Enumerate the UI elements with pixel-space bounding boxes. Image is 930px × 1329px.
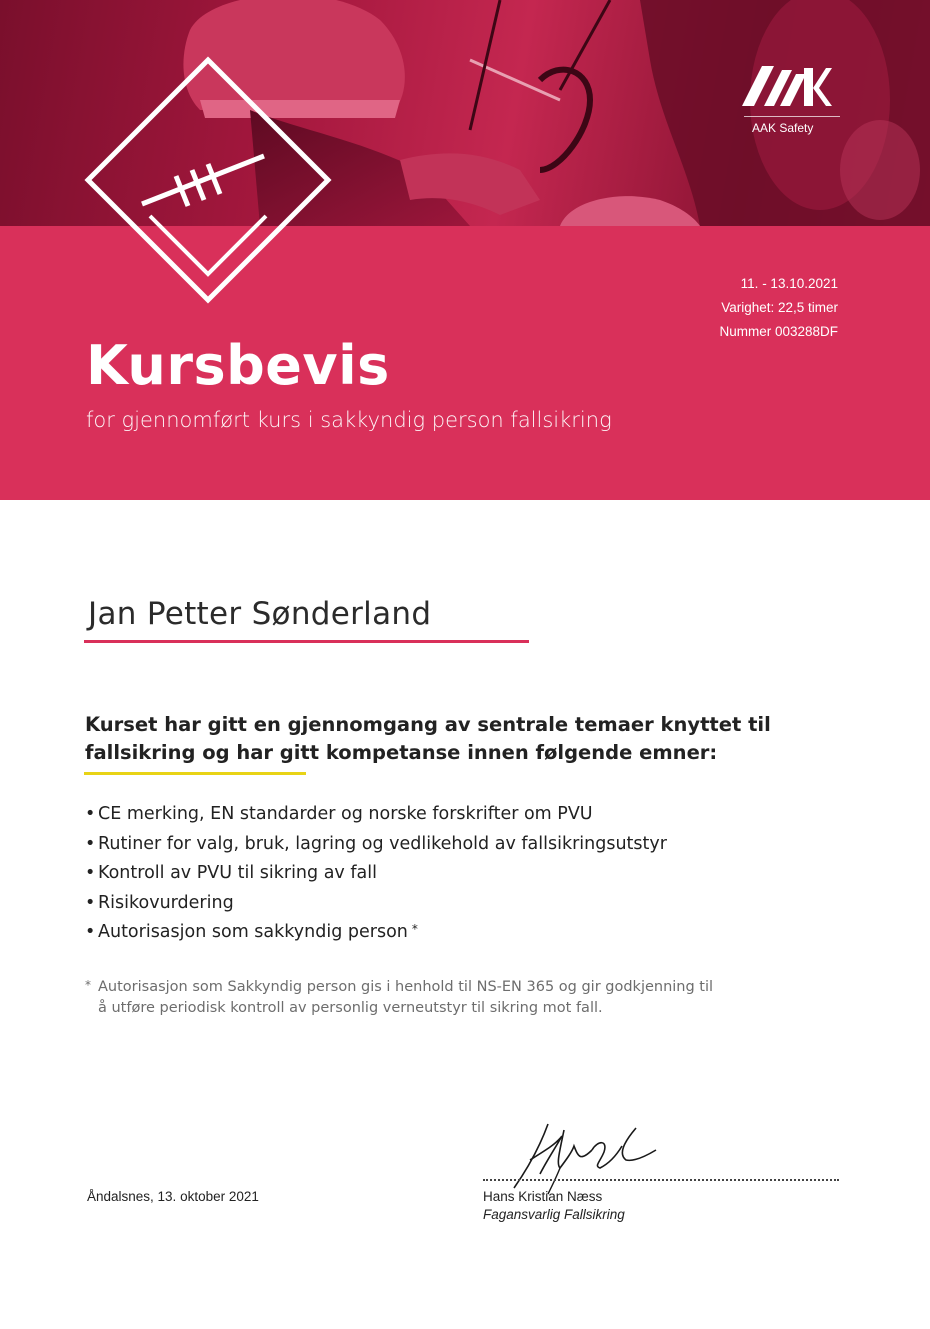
footnote-line-1: Autorisasjon som Sakkyndig person gis i henhold til NS-EN 365 og gir godkjenning til xyxy=(98,979,714,995)
footnote xyxy=(85,977,845,1019)
signer-role: Fagansvarlig Fallsikring xyxy=(483,1207,625,1222)
intro-line-2: fallsikring og har gitt kompetanse innen følgende emner: xyxy=(85,741,718,764)
course-dates: 11. - 13.10.2021 xyxy=(740,276,838,291)
logo-divider xyxy=(744,116,840,117)
list-item: • Autorisasjon som sakkyndig person * xyxy=(85,918,667,948)
bullet-icon: • xyxy=(85,922,96,942)
certificate-subtitle: for gjennomført kurs i sakkyndig person fallsikring xyxy=(86,408,612,432)
certificate-number: Nummer 003288DF xyxy=(719,324,838,339)
aak-safety-logo xyxy=(740,62,840,142)
footnote-line-2: å utføre periodisk kontroll av personlig verneutstyr til sikring mot fall. xyxy=(98,1000,603,1016)
course-emblem-icon xyxy=(84,56,332,304)
aak-logo-icon xyxy=(740,62,832,110)
intro-underline xyxy=(84,772,306,775)
bullet-icon: • xyxy=(85,863,96,883)
list-item: • Rutiner for valg, bruk, lagring og vedlikehold av fallsikringsutstyr xyxy=(85,830,667,860)
list-item: • CE merking, EN standarder og norske forskrifter om PVU xyxy=(85,800,667,830)
signature-line xyxy=(483,1179,839,1181)
header-banner xyxy=(0,0,930,500)
list-item: • Kontroll av PVU til sikring av fall xyxy=(85,859,667,889)
course-meta xyxy=(719,272,838,344)
recipient-underline xyxy=(84,640,529,643)
bullet-icon: • xyxy=(85,892,96,913)
course-duration: Varighet: 22,5 timer xyxy=(721,300,838,315)
topic-list xyxy=(85,800,667,948)
asterisk-marker: * xyxy=(411,922,418,936)
intro-line-1: Kurset har gitt en gjennomgang av sentrale temaer knyttet til xyxy=(85,713,771,736)
bullet-icon: • xyxy=(85,804,96,824)
handwritten-signature xyxy=(500,1116,680,1196)
bullet-icon: • xyxy=(85,833,96,854)
course-intro xyxy=(85,711,845,767)
recipient-name: Jan Petter Sønderland xyxy=(88,596,432,632)
place-date: Åndalsnes, 13. oktober 2021 xyxy=(87,1189,259,1204)
brand-name: AAK Safety xyxy=(752,121,814,135)
footnote-asterisk: * xyxy=(85,978,91,992)
list-item: • Risikovurdering xyxy=(85,889,667,919)
certificate-title: Kursbevis xyxy=(86,334,390,397)
signer-name: Hans Kristian Næss xyxy=(483,1189,603,1204)
